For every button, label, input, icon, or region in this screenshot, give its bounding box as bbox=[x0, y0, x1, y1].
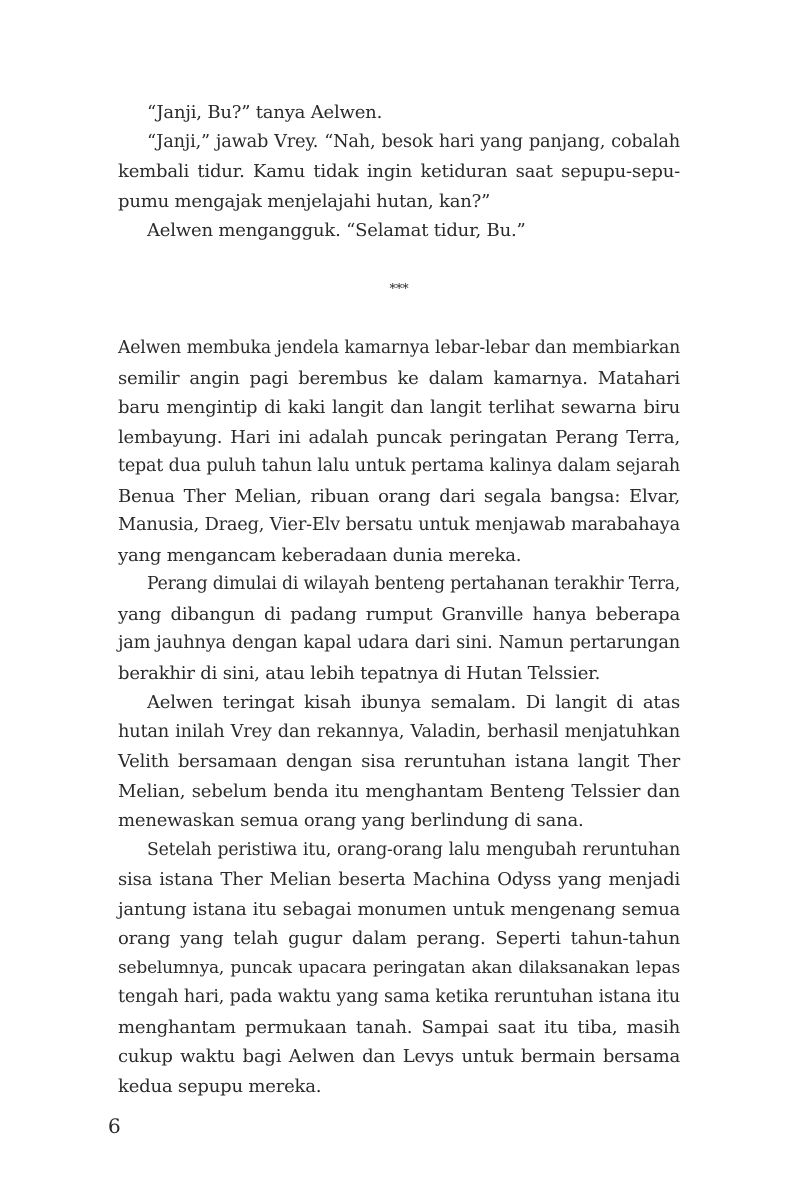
text-line: “Janji, Bu?” tanya Aelwen. bbox=[147, 102, 383, 123]
text-line: yang dibangun di padang rumput Granville hanya beberapa bbox=[118, 603, 680, 625]
text-line: tepat dua puluh tahun lalu untuk pertama kalinya dalam sejarah bbox=[118, 456, 680, 476]
page-number: 6 bbox=[108, 1114, 121, 1138]
text-line: Velith bersamaan dengan sisa reruntuhan istana langit Ther bbox=[118, 751, 680, 772]
section-gap bbox=[118, 246, 680, 276]
text-line: sebelumnya, puncak upacara peringatan akan dilaksanakan lepas bbox=[118, 957, 680, 978]
text-line: tengah hari, pada waktu yang sama ketika reruntuhan istana itu bbox=[118, 987, 680, 1007]
page-body bbox=[118, 98, 680, 1101]
text-line: lembayung. Hari ini adalah puncak peringatan Perang Terra, bbox=[118, 426, 680, 448]
text-line: berakhir di sini, atau lebih tepatnya di Hutan Telssier. bbox=[118, 662, 601, 684]
text-line: menghantam permukaan tanah. Sampai saat itu tiba, masih bbox=[118, 1016, 680, 1038]
text-line: Benua Ther Melian, ribuan orang dari segala bangsa: Elvar, bbox=[118, 485, 680, 507]
text-line: jam jauhnya dengan kapal udara dari sini. Namun pertarungan bbox=[118, 633, 680, 653]
text-line: sisa istana Ther Melian beserta Machina Odyss yang menjadi bbox=[118, 869, 680, 890]
text-line: Manusia, Draeg, Vier-Elv bersatu untuk menjawab marabahaya bbox=[118, 515, 680, 535]
text-line: hutan inilah Vrey dan rekannya, Valadin, berhasil menjatuhkan bbox=[118, 721, 680, 742]
scene-break: *** bbox=[389, 282, 409, 297]
text-line: Melian, sebelum benda itu menghantam Benteng Telssier dan bbox=[118, 780, 680, 802]
text-line: Aelwen membuka jendela kamarnya lebar-lebar dan membiarkan bbox=[118, 338, 680, 358]
text-line: jantung istana itu sebagai monumen untuk mengenang semua bbox=[118, 898, 680, 920]
text-line: kedua sepupu mereka. bbox=[118, 1075, 322, 1097]
text-line: pumu mengajak menjelajahi hutan, kan?” bbox=[118, 190, 491, 212]
text-line: yang mengancam keberadaan dunia mereka. bbox=[118, 544, 522, 566]
text-line: Perang dimulai di wilayah benteng pertahanan terakhir Terra, bbox=[147, 574, 681, 594]
text-line: Aelwen teringat kisah ibunya semalam. Di langit di atas bbox=[147, 692, 680, 713]
text-line: baru mengintip di kaki langit dan langit terlihat sewarna biru bbox=[118, 397, 680, 418]
section-gap bbox=[118, 305, 680, 335]
text-line: cukup waktu bagi Aelwen dan Levys untuk bermain bersama bbox=[118, 1046, 680, 1067]
text-line: Aelwen mengangguk. “Selamat tidur, Bu.” bbox=[147, 220, 526, 241]
text-line: kembali tidur. Kamu tidak ingin ketiduran saat sepupu-sepu- bbox=[118, 161, 680, 182]
text-line: Setelah peristiwa itu, orang-orang lalu mengubah reruntuhan bbox=[147, 839, 680, 860]
text-line: semilir angin pagi berembus ke dalam kamarnya. Matahari bbox=[118, 367, 680, 389]
text-line: orang yang telah gugur dalam perang. Seperti tahun-tahun bbox=[118, 928, 680, 949]
text-line: menewaskan semua orang yang berlindung di sana. bbox=[118, 810, 584, 831]
text-line: “Janji,” jawab Vrey. “Nah, besok hari yang panjang, cobalah bbox=[147, 131, 680, 152]
